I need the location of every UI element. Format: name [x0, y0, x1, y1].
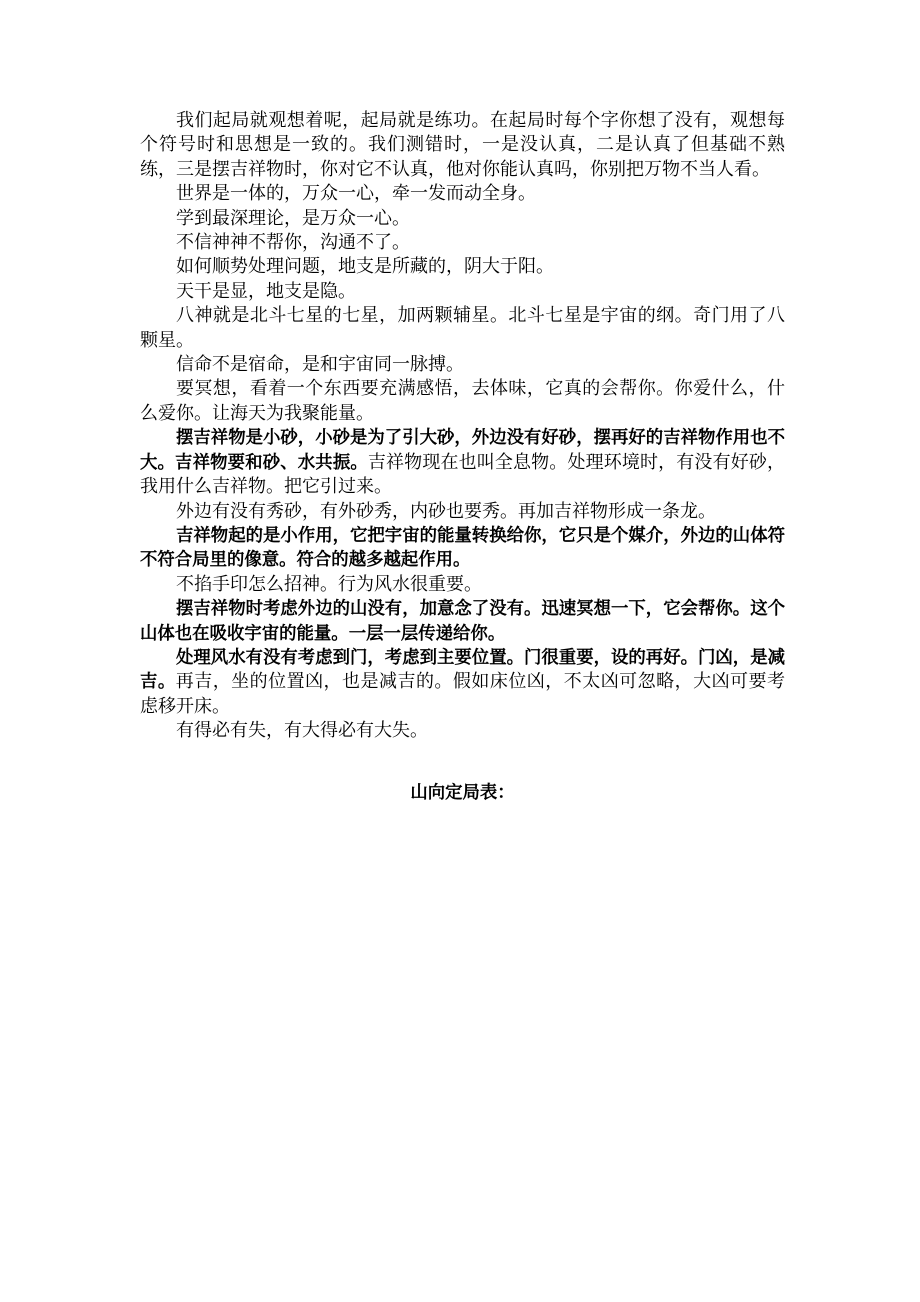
document-page [140, 109, 785, 805]
paragraph [140, 182, 785, 206]
paragraph [140, 377, 785, 426]
bold-text-run: 摆吉祥物时考虑外边的山没有，加意念了没有。迅速冥想一下，它会帮你。这个山体也在吸收宇宙的能量。一层一层传递给你。 [140, 599, 785, 644]
paragraph [140, 207, 785, 231]
paragraph [140, 597, 785, 646]
text-run: 不信神神不帮你，沟通不了。 [176, 232, 410, 254]
document-body [140, 109, 785, 744]
paragraph [140, 646, 785, 719]
paragraph [140, 304, 785, 353]
paragraph [140, 573, 785, 597]
text-run: 天干是显，地支是隐。 [176, 280, 356, 302]
paragraph [140, 426, 785, 499]
paragraph [140, 524, 785, 573]
paragraph [140, 280, 785, 304]
bold-text-run: 处理风水有没有考虑到门，考虑到主要位置。门很重要，设的再好。门凶，是减吉。 [140, 647, 785, 693]
paragraph [140, 353, 785, 377]
text-run: 如何顺势处理问题，地支是所藏的，阴大于阳。 [176, 256, 554, 278]
paragraph [140, 500, 785, 524]
text-run: 外边有没有秀砂，有外砂秀，内砂也要秀。再加吉祥物形成一条龙。 [176, 500, 716, 522]
paragraph [140, 719, 785, 743]
text-run: 不掐手印怎么招神。行为风水很重要。 [176, 573, 482, 595]
text-run: 信命不是宿命，是和宇宙同一脉搏。 [176, 354, 464, 376]
bold-text-run: 吉祥物起的是小作用，它把宇宙的能量转换给你，它只是个媒介，外边的山体符不符合局里的像意。符合的越多越起作用。 [140, 525, 785, 571]
text-run: 八神就是北斗七星的七星，加两颗辅星。北斗七星是宇宙的纲。奇门用了八颗星。 [140, 305, 785, 351]
text-run: 学到最深理论，是万众一心。 [176, 207, 410, 229]
text-run: 世界是一体的，万众一心，牵一发而动全身。 [176, 183, 536, 205]
section-heading: 山向定局表： [410, 782, 515, 803]
paragraph [140, 109, 785, 182]
text-run: 有得必有失，有大得必有大失。 [176, 720, 428, 742]
paragraph [140, 231, 785, 255]
text-run: 要冥想，看着一个东西要充满感悟，去体味，它真的会帮你。你爱什么，什么爱你。让海天为我聚能量。 [140, 378, 785, 424]
text-run: 吉祥物现在也叫全息物。处理环境时，有没有好砂，我用什么吉祥物。把它引过来。 [140, 451, 785, 498]
bold-text-run: 摆吉祥物是小砂，小砂是为了引大砂，外边没有好砂，摆再好的吉祥物作用也不大。吉祥物要和砂、水共振。 [140, 428, 785, 473]
paragraph [140, 255, 785, 279]
text-run: 再吉，坐的位置凶，也是减吉的。假如床位凶，不太凶可忽略，大凶可要考虑移开床。 [140, 671, 785, 717]
text-run: 我们起局就观想着呢，起局就是练功。在起局时每个字你想了没有，观想每个符号时和思想是一致的。我们测错时，一是没认真，二是认真了但基础不熟练，三是摆吉祥物时，你对它不认真，他对你能认真吗，你别把万物不当人看。 [140, 110, 785, 180]
